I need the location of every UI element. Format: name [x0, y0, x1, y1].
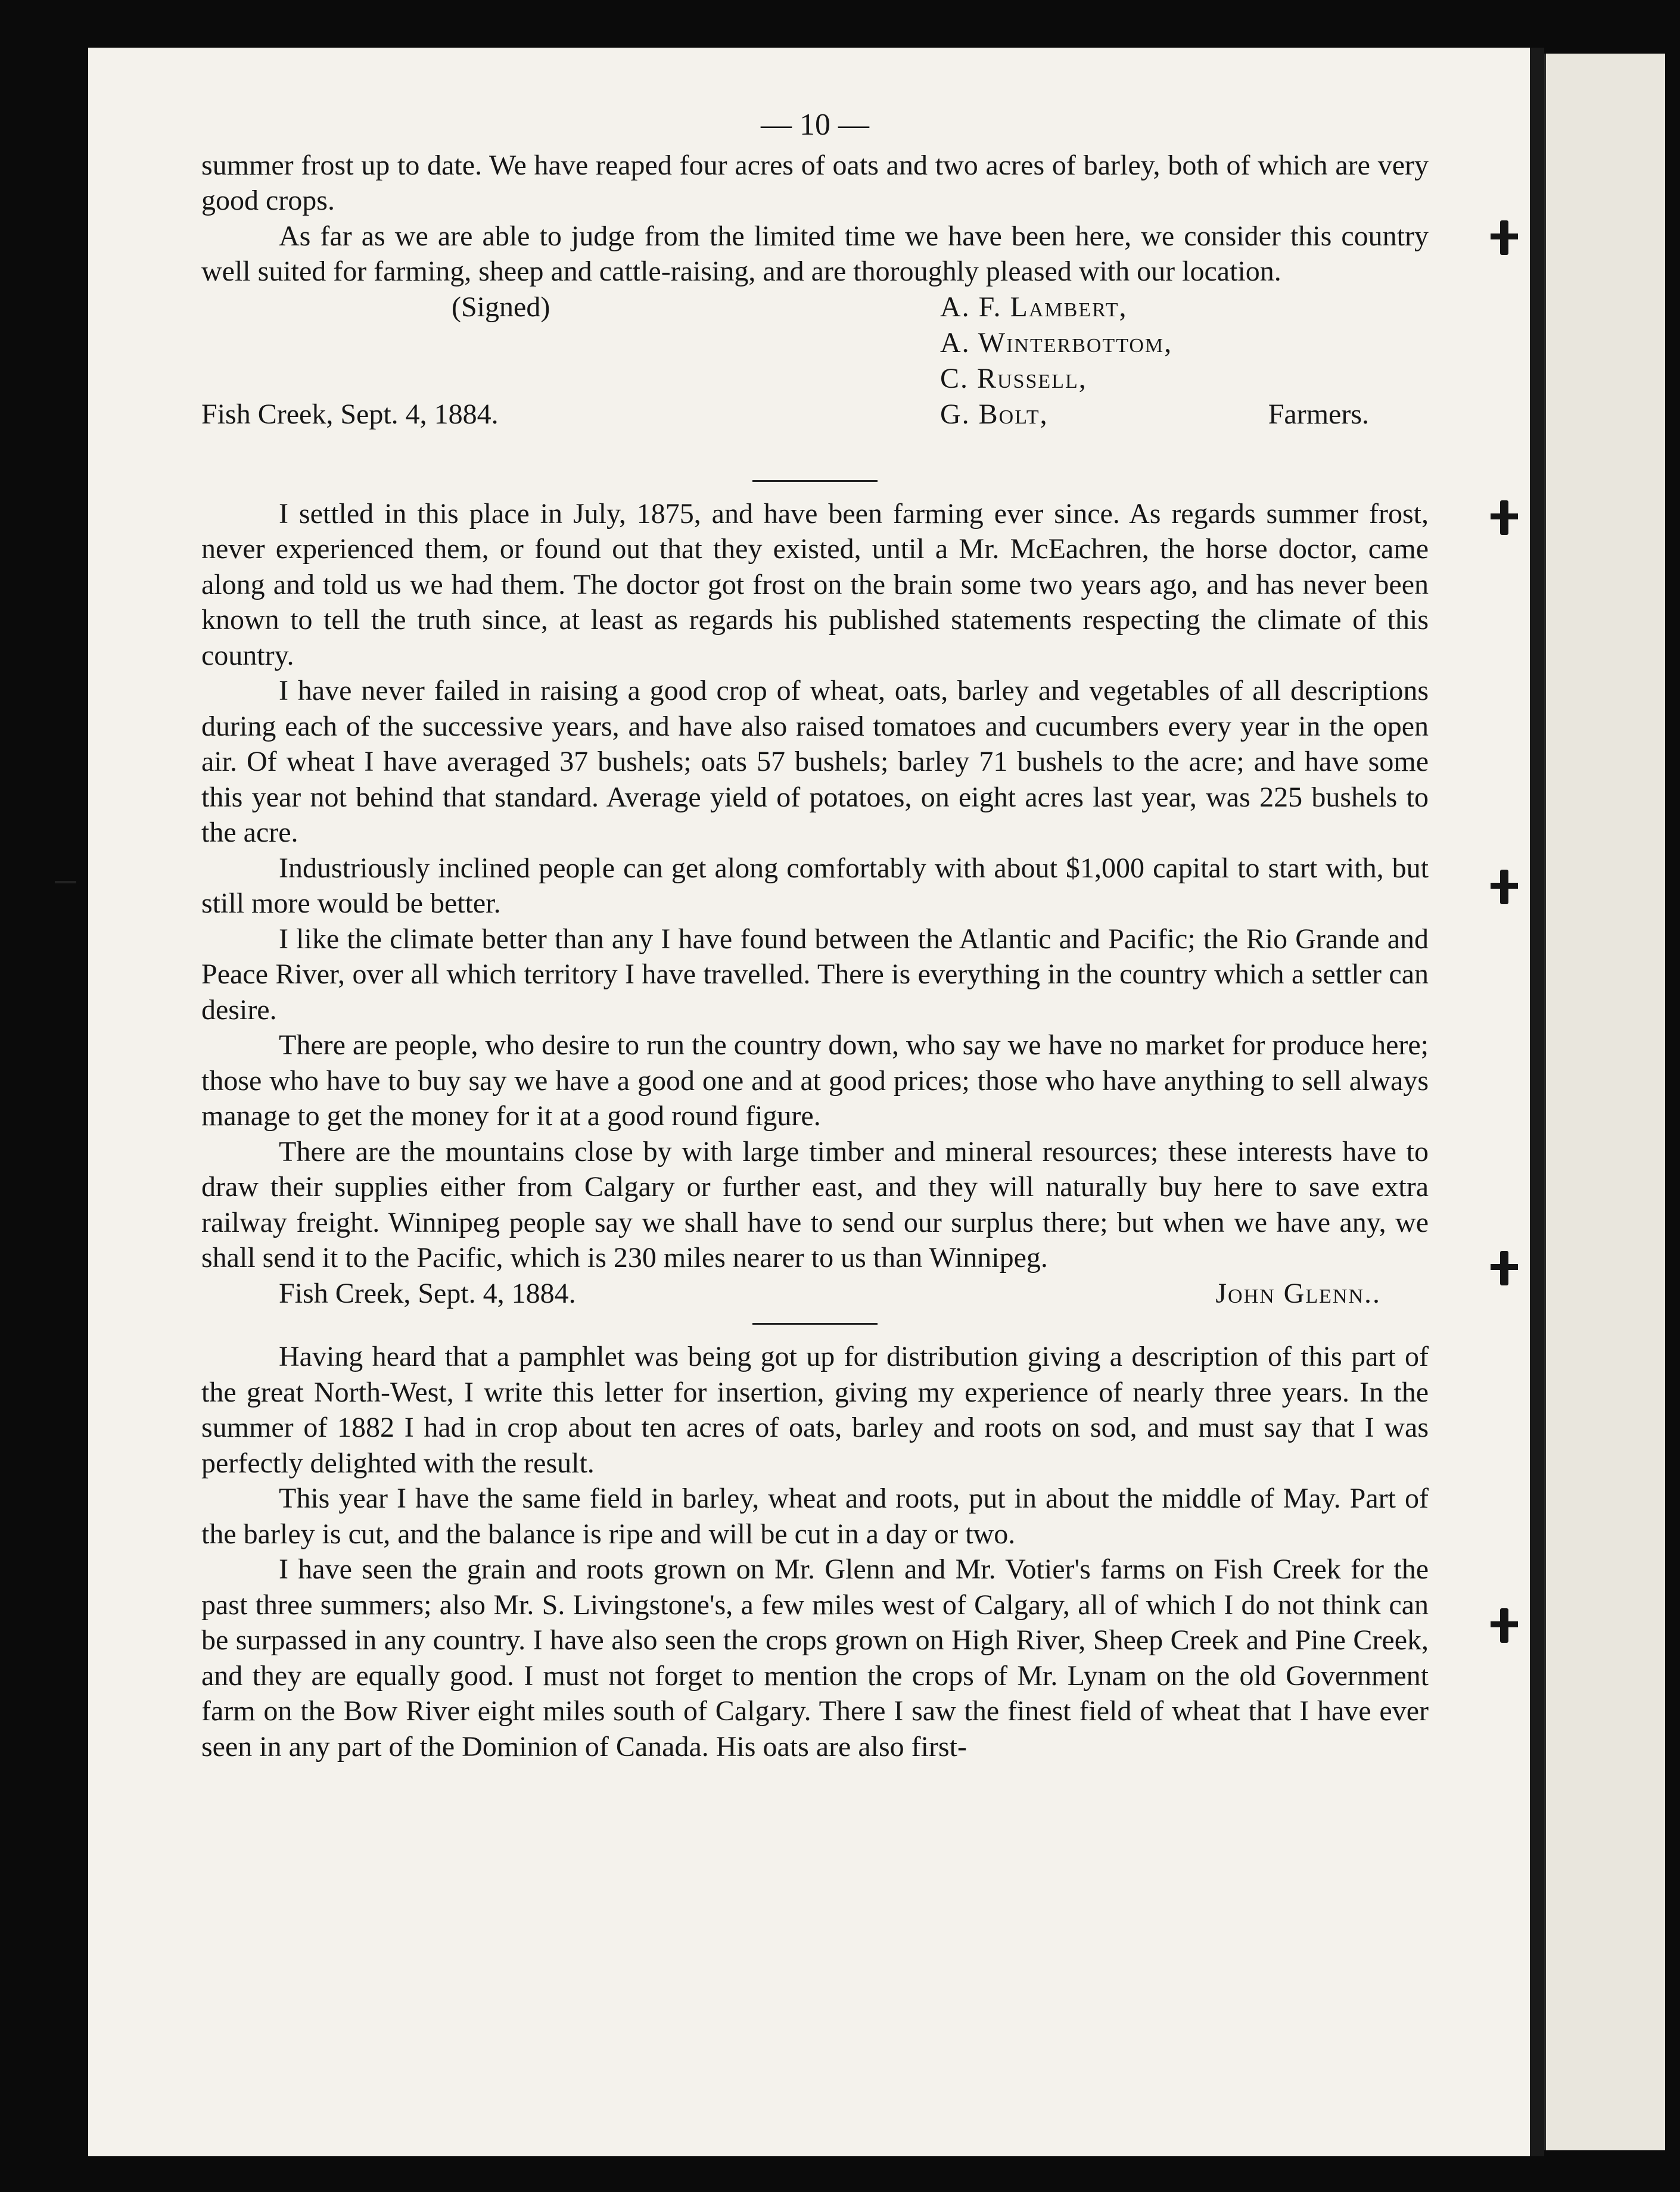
letter3-paragraph: Having heard that a pamphlet was being got up for distribution giving a description of this part of the great North-West, I write this letter for insertion, giving my experience of nearly three years. In the summer of 1882 I had in crop about ten acres of oats, barley and roots on sod, and must say that I was perfectly delighted with the result. — [201, 1341, 1429, 1479]
letter1-paragraph: As far as we are able to judge from the limited time we have been here, we consider this country well suited for farming, sheep and cattle-raising, and are thoroughly pleased with our location. — [201, 220, 1429, 287]
letter2-signature: John Glenn.. — [1215, 1277, 1381, 1309]
letter2-dateline — [201, 1276, 1429, 1312]
section-divider — [752, 1323, 878, 1325]
binding-stitch-mark — [1500, 220, 1508, 255]
letter2-place-date: Fish Creek, Sept. 4, 1884. — [279, 1277, 576, 1309]
signatories — [940, 289, 1172, 432]
letter3-paragraph: This year I have the same field in barley, wheat and roots, put in about the middle of May. Part of the barley is cut, and the balance is ripe and will be cut in a day or two. — [201, 1483, 1429, 1550]
letter2-paragraph: I settled in this place in July, 1875, and have been farming ever since. As regards summer frost, never experienced them, or found out that they existed, until a Mr. McEachren, the horse doctor, came along and told us we had them. The doctor got frost on the brain some two years ago, and has never been known to tell the truth since, at least as regards his published statements respecting the climate of this country. — [201, 497, 1429, 671]
letter1-signature-block — [201, 289, 1429, 468]
binding-stitch-mark — [1500, 870, 1508, 904]
document-page — [88, 48, 1530, 2156]
signatory: A. F. Lambert, — [940, 291, 1128, 323]
signatories-occupation: Farmers. — [1268, 398, 1369, 430]
letter2-paragraph: I like the climate better than any I have found between the Atlantic and Pacific; the Rio Grande and Peace River, over all which territory I have travelled. There is everything in the country which a settler can desire. — [201, 923, 1429, 1026]
signed-label: (Signed) — [452, 291, 550, 323]
adjacent-page-edge — [1544, 54, 1665, 2150]
section-divider — [752, 480, 878, 482]
letter1-place-date: Fish Creek, Sept. 4, 1884. — [201, 398, 499, 430]
page-edge-shadow — [1530, 48, 1544, 2156]
binding-stitch-mark — [1500, 500, 1508, 535]
signatory: C. Russell, — [940, 362, 1087, 394]
binding-stitch-mark — [1500, 1608, 1508, 1643]
letter1-continuation: summer frost up to date. We have reaped four acres of oats and two acres of barley, both of which are very good crops. — [201, 149, 1429, 216]
letter2-paragraph: Industriously inclined people can get along comfortably with about $1,000 capital to start with, but still more would be better. — [201, 852, 1429, 919]
page-number: — 10 — — [761, 108, 869, 142]
page-text — [201, 107, 1429, 1764]
letter2-paragraph: I have never failed in raising a good crop of wheat, oats, barley and vegetables of all descriptions during each of the successive years, and have also raised tomatoes and cucumbers every year in the open air. Of wheat I have averaged 37 bushels; oats 57 bushels; barley 71 bushels to the acre; and have some this year not behind that standard. Average yield of potatoes, on eight acres last year, was 225 bushels to the acre. — [201, 675, 1429, 848]
letter3-paragraph: I have seen the grain and roots grown on Mr. Glenn and Mr. Votier's farms on Fish Creek for the past three summers; also Mr. S. Livingstone's, a few miles west of Calgary, all of which I do not think can be surpassed in any country. I have also seen the crops grown on High River, Sheep Creek and Pine Creek, and they are equally good. I must not forget to mention the crops of Mr. Lynam on the old Government farm on the Bow River eight miles south of Calgary. There I saw the finest field of wheat that I have ever seen in any part of the Dominion of Canada. His oats are also first- — [201, 1553, 1429, 1763]
signatory: A. Winterbottom, — [940, 326, 1173, 359]
letter2-paragraph: There are the mountains close by with large timber and mineral resources; these interests have to draw their supplies either from Calgary or further east, and they will naturally buy here to save extra railway freight. Winnipeg people say we shall have to send our surplus there; but when we have any, we shall send it to the Pacific, which is 230 miles nearer to us than Winnipeg. — [201, 1135, 1429, 1274]
signatory: G. Bolt, — [940, 398, 1049, 430]
margin-mark — [55, 881, 76, 883]
letter2-paragraph: There are people, who desire to run the country down, who say we have no market for produce here; those who have to buy say we have a good one and at good prices; those who have anything to sell always manage to get the money for it at a good round figure. — [201, 1029, 1429, 1132]
binding-stitch-mark — [1500, 1251, 1508, 1285]
